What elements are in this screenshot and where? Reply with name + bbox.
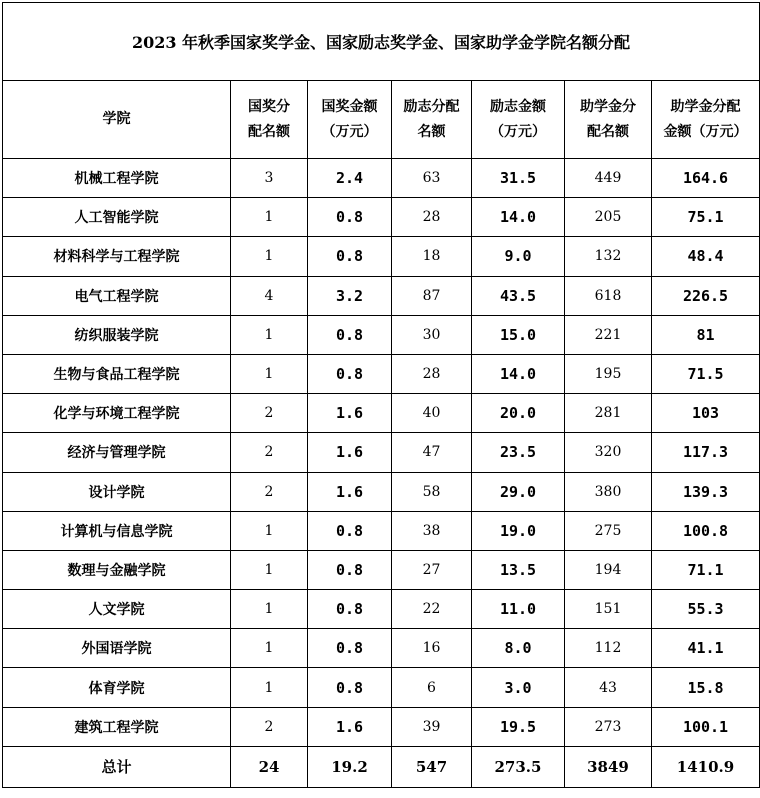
national-amount: 0.8 — [308, 550, 392, 589]
grant-amount: 75.1 — [652, 198, 760, 237]
total-inspiration-quota: 547 — [392, 746, 472, 787]
national-quota: 1 — [231, 315, 308, 354]
national-amount: 0.8 — [308, 198, 392, 237]
national-quota: 1 — [231, 590, 308, 629]
header-line: 国奖金额 — [321, 98, 378, 115]
table-row — [3, 668, 760, 707]
table-row — [3, 276, 760, 315]
table-row — [3, 550, 760, 589]
national-quota: 4 — [231, 276, 308, 315]
inspiration-quota: 58 — [392, 472, 472, 511]
grant-quota: 320 — [565, 433, 652, 472]
table-row — [3, 472, 760, 511]
college-name: 化学与环境工程学院 — [3, 394, 231, 433]
national-amount: 1.6 — [308, 472, 392, 511]
table-row — [3, 198, 760, 237]
header-grant-amount — [652, 81, 760, 159]
inspiration-quota: 87 — [392, 276, 472, 315]
inspiration-quota: 16 — [392, 629, 472, 668]
grant-amount: 164.6 — [652, 159, 760, 198]
national-quota: 1 — [231, 511, 308, 550]
table-row — [3, 433, 760, 472]
header-national-quota — [231, 81, 308, 159]
national-quota: 1 — [231, 668, 308, 707]
title-row — [3, 3, 760, 81]
grant-quota: 380 — [565, 472, 652, 511]
inspiration-quota: 47 — [392, 433, 472, 472]
inspiration-amount: 13.5 — [472, 550, 565, 589]
grant-quota: 132 — [565, 237, 652, 276]
national-quota: 2 — [231, 472, 308, 511]
inspiration-quota: 38 — [392, 511, 472, 550]
table-row — [3, 629, 760, 668]
national-quota: 1 — [231, 354, 308, 393]
national-quota: 1 — [231, 198, 308, 237]
header-line: 配名额 — [587, 123, 629, 140]
grant-amount: 71.1 — [652, 550, 760, 589]
national-amount: 0.8 — [308, 629, 392, 668]
grant-amount: 71.5 — [652, 354, 760, 393]
national-amount: 2.4 — [308, 159, 392, 198]
grant-amount: 117.3 — [652, 433, 760, 472]
college-name: 体育学院 — [3, 668, 231, 707]
grant-amount: 81 — [652, 315, 760, 354]
inspiration-quota: 28 — [392, 354, 472, 393]
grant-quota: 112 — [565, 629, 652, 668]
header-line: 名额 — [417, 123, 446, 140]
grant-amount: 100.1 — [652, 707, 760, 746]
national-amount: 0.8 — [308, 590, 392, 629]
college-name: 建筑工程学院 — [3, 707, 231, 746]
inspiration-quota: 39 — [392, 707, 472, 746]
grant-amount: 139.3 — [652, 472, 760, 511]
header-line: 国奖分 — [248, 98, 290, 115]
total-national-amount: 19.2 — [308, 746, 392, 787]
national-amount: 1.6 — [308, 707, 392, 746]
grant-amount: 48.4 — [652, 237, 760, 276]
national-amount: 0.8 — [308, 668, 392, 707]
national-quota: 2 — [231, 707, 308, 746]
inspiration-amount: 19.0 — [472, 511, 565, 550]
table-row — [3, 237, 760, 276]
total-grant-amount: 1410.9 — [652, 746, 760, 787]
college-name: 纺织服装学院 — [3, 315, 231, 354]
college-name: 经济与管理学院 — [3, 433, 231, 472]
table-row — [3, 707, 760, 746]
inspiration-amount: 8.0 — [472, 629, 565, 668]
grant-quota: 195 — [565, 354, 652, 393]
national-amount: 1.6 — [308, 433, 392, 472]
inspiration-amount: 31.5 — [472, 159, 565, 198]
table-row — [3, 315, 760, 354]
header-inspiration-quota — [392, 81, 472, 159]
inspiration-amount: 14.0 — [472, 198, 565, 237]
header-line: （万元） — [321, 123, 378, 140]
college-name: 生物与食品工程学院 — [3, 354, 231, 393]
header-grant-quota — [565, 81, 652, 159]
total-inspiration-amount: 273.5 — [472, 746, 565, 787]
college-name: 人工智能学院 — [3, 198, 231, 237]
national-amount: 0.8 — [308, 511, 392, 550]
college-name: 电气工程学院 — [3, 276, 231, 315]
table-row — [3, 354, 760, 393]
inspiration-amount: 3.0 — [472, 668, 565, 707]
college-name: 设计学院 — [3, 472, 231, 511]
header-college — [3, 81, 231, 159]
total-grant-quota: 3849 — [565, 746, 652, 787]
inspiration-amount: 11.0 — [472, 590, 565, 629]
grant-amount: 226.5 — [652, 276, 760, 315]
inspiration-amount: 29.0 — [472, 472, 565, 511]
grant-quota: 618 — [565, 276, 652, 315]
total-row — [3, 746, 760, 787]
grant-quota: 151 — [565, 590, 652, 629]
table-row — [3, 511, 760, 550]
college-name: 数理与金融学院 — [3, 550, 231, 589]
grant-quota: 205 — [565, 198, 652, 237]
header-inspiration-amount — [472, 81, 565, 159]
inspiration-quota: 40 — [392, 394, 472, 433]
grant-quota: 281 — [565, 394, 652, 433]
header-line: 学院 — [102, 111, 131, 127]
inspiration-amount: 15.0 — [472, 315, 565, 354]
grant-amount: 41.1 — [652, 629, 760, 668]
national-quota: 1 — [231, 237, 308, 276]
grant-quota: 275 — [565, 511, 652, 550]
college-name: 机械工程学院 — [3, 159, 231, 198]
grant-quota: 43 — [565, 668, 652, 707]
header-line: 金额（万元） — [663, 123, 748, 140]
header-line: 励志分配 — [403, 98, 460, 115]
inspiration-quota: 22 — [392, 590, 472, 629]
national-quota: 1 — [231, 550, 308, 589]
inspiration-quota: 27 — [392, 550, 472, 589]
grant-amount: 15.8 — [652, 668, 760, 707]
college-name: 人文学院 — [3, 590, 231, 629]
header-line: 励志金额 — [490, 98, 546, 115]
college-name: 外国语学院 — [3, 629, 231, 668]
inspiration-quota: 63 — [392, 159, 472, 198]
national-amount: 0.8 — [308, 315, 392, 354]
inspiration-quota: 6 — [392, 668, 472, 707]
inspiration-quota: 30 — [392, 315, 472, 354]
inspiration-amount: 23.5 — [472, 433, 565, 472]
grant-amount: 103 — [652, 394, 760, 433]
national-amount: 0.8 — [308, 354, 392, 393]
table-title: 2023 年秋季国家奖学金、国家励志奖学金、国家助学金学院名额分配 — [3, 3, 760, 81]
grant-quota: 449 — [565, 159, 652, 198]
inspiration-quota: 28 — [392, 198, 472, 237]
header-national-amount — [308, 81, 392, 159]
total-label: 总计 — [3, 746, 231, 787]
national-amount: 0.8 — [308, 237, 392, 276]
allocation-table — [2, 2, 760, 788]
grant-quota: 221 — [565, 315, 652, 354]
inspiration-amount: 19.5 — [472, 707, 565, 746]
table-row — [3, 590, 760, 629]
college-name: 计算机与信息学院 — [3, 511, 231, 550]
national-amount: 1.6 — [308, 394, 392, 433]
grant-amount: 55.3 — [652, 590, 760, 629]
grant-quota: 273 — [565, 707, 652, 746]
header-line: 助学金分配 — [670, 98, 741, 115]
grant-amount: 100.8 — [652, 511, 760, 550]
header-line: （万元） — [490, 123, 546, 140]
college-name: 材料科学与工程学院 — [3, 237, 231, 276]
inspiration-amount: 14.0 — [472, 354, 565, 393]
inspiration-quota: 18 — [392, 237, 472, 276]
table-row — [3, 394, 760, 433]
grant-quota: 194 — [565, 550, 652, 589]
header-line: 配名额 — [248, 123, 290, 140]
inspiration-amount: 43.5 — [472, 276, 565, 315]
header-row — [3, 81, 760, 159]
table-row — [3, 159, 760, 198]
national-quota: 1 — [231, 629, 308, 668]
national-quota: 3 — [231, 159, 308, 198]
national-quota: 2 — [231, 394, 308, 433]
total-national-quota: 24 — [231, 746, 308, 787]
header-line: 助学金分 — [580, 98, 636, 115]
inspiration-amount: 9.0 — [472, 237, 565, 276]
inspiration-amount: 20.0 — [472, 394, 565, 433]
national-quota: 2 — [231, 433, 308, 472]
national-amount: 3.2 — [308, 276, 392, 315]
